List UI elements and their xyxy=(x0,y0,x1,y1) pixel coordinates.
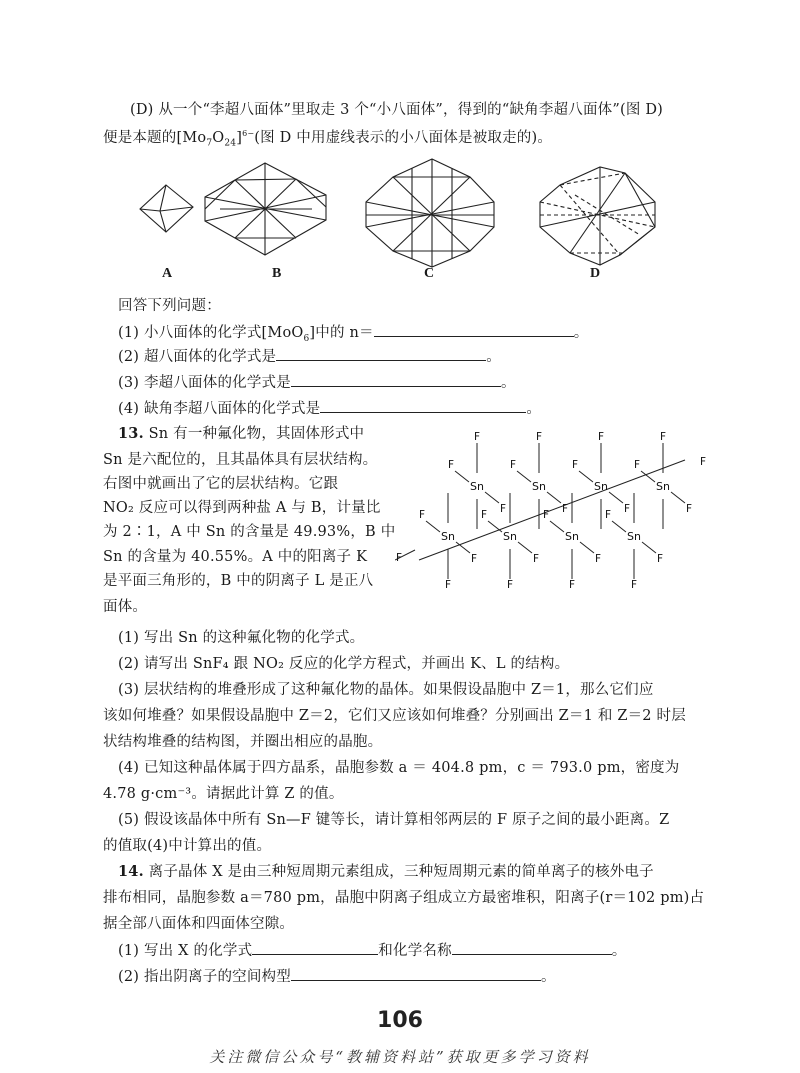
answer-blank[interactable] xyxy=(452,940,612,955)
q13-line-5: 为 2∶1，A 中 Sn 的含量是 49.93%，B 中 xyxy=(103,524,396,540)
figure-label-b: B xyxy=(272,266,282,281)
fluorine-atom: F xyxy=(604,509,612,521)
q13-part-4-line-2: 4.78 g·cm⁻³。请据此计算 Z 的值。 xyxy=(103,786,344,802)
sn-f-bond xyxy=(547,492,561,503)
q12-part-1: (1) 小八面体的化学式[MoO$_6$]中的 n＝ 。 xyxy=(118,322,588,349)
fluorine-atom: F xyxy=(699,456,707,468)
sn-f-bond xyxy=(642,542,656,553)
fluorine-atom: F xyxy=(571,459,579,471)
fluorine-atom: F xyxy=(473,431,481,443)
fluorine-atom: F xyxy=(506,579,514,590)
tin-atom: Sn xyxy=(594,480,608,493)
q13-line-7: 是平面三角形的，B 中的阴离子 L 是正八 xyxy=(103,573,374,589)
fluorine-atom: F xyxy=(659,431,667,443)
q13-part-2: (2) 请写出 SnF₄ 跟 NO₂ 反应的化学方程式，并画出 K、L 的结构。 xyxy=(118,656,570,672)
sn-f-bond xyxy=(580,542,594,553)
sn-f-bond xyxy=(579,471,593,482)
q13-part-4-line-1: (4) 已知这种晶体属于四方晶系，晶胞参数 a ＝ 404.8 pm，c ＝ 793.0 pm，密度为 xyxy=(118,760,680,776)
fluorine-atom: F xyxy=(532,553,540,565)
fluorine-atom: F xyxy=(542,509,550,521)
sn-f-bond xyxy=(485,492,499,503)
q13-part-3-line-1: (3) 层状结构的堆叠形成了这种氟化物的晶体。如果假设晶胞中 Z＝1，那么它们应 xyxy=(118,682,654,698)
tin-atom: Sn xyxy=(627,530,641,543)
fluorine-atom: F xyxy=(418,509,426,521)
q13-part-3-line-2: 该如何堆叠？如果假设晶胞中 Z＝2，它们又应该如何堆叠？分别画出 Z＝1 和 Z＝2 时层 xyxy=(103,708,686,724)
answer-blank[interactable] xyxy=(291,966,541,981)
tin-atom: Sn xyxy=(532,480,546,493)
q13-line-1: 13. Sn 有一种氟化物，其固体形式中 xyxy=(118,425,365,442)
answer-blank[interactable] xyxy=(291,372,501,387)
answer-blank[interactable] xyxy=(276,346,486,361)
q13-part-5-line-2: 的值取(4)中计算出的值。 xyxy=(103,838,272,854)
tin-atom: Sn xyxy=(503,530,517,543)
sn-f-bond xyxy=(426,521,440,532)
fluorine-atom: F xyxy=(444,579,452,590)
q13-line-3: 右图中就画出了它的层状结构。它跟 xyxy=(103,476,339,492)
fluorine-atom: F xyxy=(623,503,631,515)
snf4-layer-structure xyxy=(395,430,725,590)
fluorine-atom: F xyxy=(656,553,664,565)
fluorine-atom: F xyxy=(447,459,455,471)
q13-line-4: NO₂ 反应可以得到两种盐 A 与 B，计量比 xyxy=(103,500,381,516)
figure-d-missing-corner xyxy=(540,167,655,265)
q14-line-1: 14. 离子晶体 X 是由三种短周期元素组成，三种短周期元素的简单离子的核外电子 xyxy=(118,863,654,880)
sn-f-bond xyxy=(671,492,685,503)
figure-c-li-super-octahedron xyxy=(366,159,494,267)
fluorine-atom: F xyxy=(561,503,569,515)
q14-part-2: (2) 指出阴离子的空间构型 。 xyxy=(118,966,556,987)
fluorine-atom: F xyxy=(395,552,403,564)
intro-line-2: 便是本题的$[Mo_7O_{24}]^{6-}$(图 D 中用虚线表示的小八面体是被取走的)。 xyxy=(103,129,553,149)
octahedra-figure xyxy=(0,155,800,275)
figure-a-octahedron xyxy=(140,185,193,232)
q14-part-1: (1) 写出 X 的化学式 和化学名称 。 xyxy=(118,940,627,961)
sn-f-bond xyxy=(455,471,469,482)
sn-f-bond xyxy=(488,521,502,532)
q12-part-4: (4) 缺角李超八面体的化学式是 。 xyxy=(118,398,541,419)
q13-part-1: (1) 写出 Sn 的这种氟化物的化学式。 xyxy=(118,630,365,646)
q12-part-2: (2) 超八面体的化学式是 。 xyxy=(118,346,501,367)
figure-label-d: D xyxy=(590,266,601,281)
fluorine-atom: F xyxy=(630,579,638,590)
sn-f-bond xyxy=(517,471,531,482)
answer-blank[interactable] xyxy=(252,940,378,955)
q14-line-3: 据全部八面体和四面体空隙。 xyxy=(103,916,295,932)
fluorine-atom: F xyxy=(470,553,478,565)
q14-line-2: 排布相同，晶胞参数 a＝780 pm，晶胞中阴离子组成立方最密堆积，阳离子(r＝102 pm)占 xyxy=(103,890,705,906)
intro-line-1: (D) 从一个“李超八面体”里取走 3 个“小八面体”，得到的“缺角李超八面体”(图 D) xyxy=(130,102,664,118)
sn-f-bond xyxy=(641,471,655,482)
sn-f-bond xyxy=(612,521,626,532)
fluorine-atom: F xyxy=(597,431,605,443)
tin-atom: Sn xyxy=(656,480,670,493)
tin-atom: Sn xyxy=(441,530,455,543)
q13-part-5-line-1: (5) 假设该晶体中所有 Sn—F 键等长，请计算相邻两层的 F 原子之间的最小距离。Z xyxy=(118,812,670,828)
answer-prompt: 回答下列问题： xyxy=(118,298,221,314)
q13-line-6: Sn 的含量为 40.55%。A 中的阳离子 K xyxy=(103,549,368,565)
fluorine-atom: F xyxy=(499,503,507,515)
answer-blank[interactable] xyxy=(374,322,574,337)
fluorine-atom: F xyxy=(633,459,641,471)
q12-part-3: (3) 李超八面体的化学式是 。 xyxy=(118,372,516,393)
answer-blank[interactable] xyxy=(320,398,526,413)
fluorine-atom: F xyxy=(535,431,543,443)
q13-line-8: 面体。 xyxy=(103,599,148,615)
figure-label-a: A xyxy=(162,266,173,281)
sn-f-bond xyxy=(609,492,623,503)
q13-part-3-line-3: 状结构堆叠的结构图，并圈出相应的晶胞。 xyxy=(103,734,383,750)
fluorine-atom: F xyxy=(480,509,488,521)
fluorine-atom: F xyxy=(509,459,517,471)
fluorine-atom: F xyxy=(594,553,602,565)
fluorine-atom: F xyxy=(568,579,576,590)
footer-watermark: 关注微信公众号“教辅资料站”获取更多学习资料 xyxy=(209,1048,591,1066)
figure-label-c: C xyxy=(424,266,435,281)
tin-atom: Sn xyxy=(565,530,579,543)
fluorine-atom: F xyxy=(685,503,693,515)
figure-b-super-octahedron xyxy=(205,163,326,255)
sn-f-bond xyxy=(550,521,564,532)
tin-atom: Sn xyxy=(470,480,484,493)
q13-line-2: Sn 是六配位的，且其晶体具有层状结构。 xyxy=(103,452,378,468)
sn-f-bond xyxy=(518,542,532,553)
page-number: 106 xyxy=(377,1008,423,1033)
